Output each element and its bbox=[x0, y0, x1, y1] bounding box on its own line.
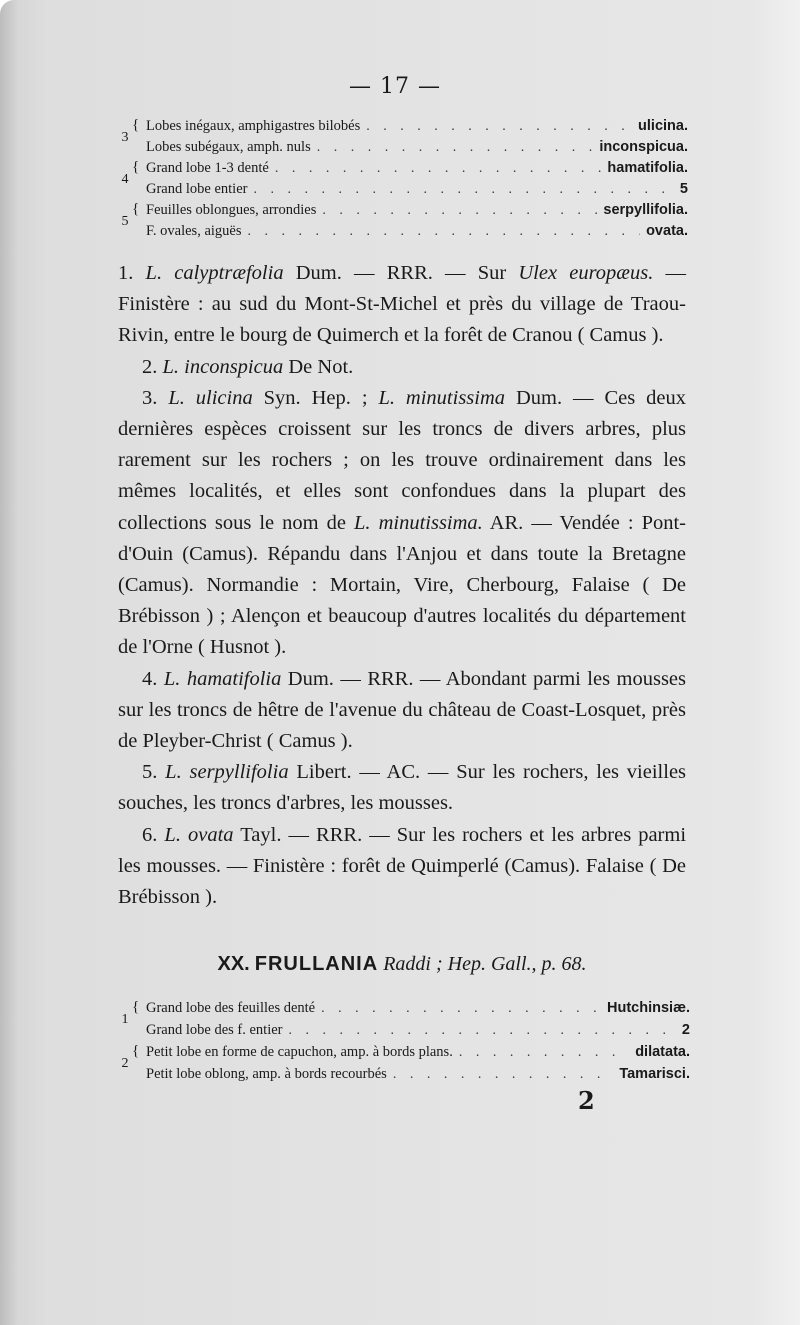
identification-key-top bbox=[118, 118, 688, 244]
printer-signature-mark: 2 bbox=[578, 1086, 595, 1115]
page-number: — 17 — bbox=[349, 74, 441, 99]
species-text: Tayl. — RRR. — Sur les rochers et les arbres parmi les mousses. — Finistère : forêt de Quimperlé (Camus). Falaise ( De Brébisson ). bbox=[118, 823, 687, 909]
key-result: ulicina. bbox=[638, 118, 688, 134]
section-genus-name: FRULLANIA bbox=[254, 953, 379, 975]
page-edge-shadow bbox=[0, 0, 18, 1325]
key-result: serpyllifolia. bbox=[603, 202, 688, 218]
species-genus: L. bbox=[162, 355, 180, 378]
key-brace: { bbox=[132, 201, 140, 217]
species-entry-5 bbox=[118, 757, 686, 819]
identification-key-bottom bbox=[118, 1000, 690, 1088]
key-couplet-2 bbox=[118, 1044, 690, 1088]
leader-dots bbox=[393, 1067, 614, 1083]
key-line bbox=[118, 1044, 690, 1066]
key-couplet-number: 2 bbox=[121, 1056, 129, 1071]
key-label: Grand lobe entier bbox=[146, 181, 248, 197]
key-couplet-4 bbox=[118, 160, 688, 202]
species-epithet: calyptræfolia bbox=[174, 262, 284, 284]
species-entry-4 bbox=[118, 664, 686, 758]
key-brace: { bbox=[132, 159, 140, 175]
key-couplet-5 bbox=[118, 202, 688, 244]
species-text: Syn. Hep. ; bbox=[252, 386, 379, 409]
species-entry-6 bbox=[118, 820, 686, 914]
key-line bbox=[118, 1022, 690, 1044]
key-label: Petit lobe en forme de capuchon, amp. à bords plans. bbox=[146, 1044, 453, 1060]
species-text-italic: Ulex europæus. bbox=[518, 262, 654, 284]
species-text: De Not. bbox=[283, 355, 354, 378]
key-result: Hutchinsiæ. bbox=[607, 1000, 690, 1016]
key-line bbox=[118, 202, 688, 223]
species-number: 6. bbox=[142, 823, 158, 846]
species-text: — Finistère : au sud du Mont-St-Michel et près du village de Traou-Rivin, entre le bourg de Quimerch et la forêt de Cranou ( Camus ). bbox=[118, 262, 686, 347]
key-line bbox=[118, 1000, 690, 1022]
key-label: F. ovales, aiguës bbox=[146, 223, 242, 239]
key-label: Grand lobe des feuilles denté bbox=[146, 1000, 316, 1016]
species-text-italic: L. minutissima bbox=[378, 386, 506, 409]
key-couplet-3 bbox=[118, 118, 688, 160]
species-text-italic: L. minutissima. bbox=[354, 511, 483, 534]
species-genus: L. bbox=[164, 823, 181, 846]
key-result: Tamarisci. bbox=[619, 1066, 690, 1082]
species-list bbox=[118, 258, 686, 913]
species-text: Dum. — RRR. — Abondant parmi les mousses sur les troncs de hêtre de l'avenue du château de Coast-Losquet, près de Pleyber-Christ ( Camus ). bbox=[118, 667, 687, 753]
species-genus: L. bbox=[168, 386, 185, 409]
key-label: Petit lobe oblong, amp. à bords recourbés bbox=[146, 1066, 387, 1082]
species-number: 1. bbox=[118, 262, 134, 284]
species-epithet: hamatifolia bbox=[186, 667, 282, 690]
section-heading bbox=[118, 953, 686, 976]
leader-dots bbox=[275, 161, 602, 177]
species-genus: L. bbox=[145, 262, 163, 284]
species-entry-3 bbox=[118, 383, 686, 664]
species-text: Dum. — Ces deux dernières espèces croissent sur les troncs de divers arbres, plus rarement sur les rochers ; on les trouve ordinairement dans les mêmes localités, et elles sont confondues dans la plupart des collections sous le nom de bbox=[118, 386, 686, 534]
key-line bbox=[118, 118, 688, 139]
section-number: XX. bbox=[217, 953, 250, 975]
species-text: AR. — Vendée : Pont-d'Ouin (Camus). Répandu dans l'Anjou et dans toute la Bretagne (Camus). Normandie : Mortain, Vire, Cherbourg, Falaise ( De Brébisson ) ; Alençon et beaucoup d'autres localités du département de l'Orne ( Husnot ). bbox=[118, 511, 686, 659]
species-epithet: ovata bbox=[188, 823, 234, 846]
species-number: 5. bbox=[142, 761, 158, 784]
species-epithet: serpyllifolia bbox=[189, 761, 289, 784]
species-number: 4. bbox=[142, 667, 158, 690]
key-couplet-number: 1 bbox=[121, 1012, 129, 1027]
leader-dots bbox=[248, 224, 641, 240]
leader-dots bbox=[322, 203, 597, 219]
key-brace: { bbox=[132, 1043, 140, 1059]
key-brace: { bbox=[132, 117, 140, 133]
species-entry-1 bbox=[118, 258, 686, 352]
key-couplet-1 bbox=[118, 1000, 690, 1044]
species-text: Dum. — RRR. — Sur bbox=[283, 262, 519, 284]
species-entry-2 bbox=[118, 352, 686, 383]
key-line bbox=[118, 223, 688, 244]
key-line bbox=[118, 181, 688, 202]
key-brace: { bbox=[132, 999, 140, 1015]
key-result: inconspicua. bbox=[599, 139, 688, 155]
key-couplet-number: 4 bbox=[121, 172, 129, 187]
species-genus: L. bbox=[163, 667, 181, 690]
key-label: Lobes inégaux, amphigastres bilobés bbox=[146, 118, 361, 134]
key-label: Grand lobe 1-3 denté bbox=[146, 160, 269, 176]
species-epithet: ulicina bbox=[195, 386, 253, 409]
species-genus: L. bbox=[165, 761, 182, 784]
key-result: dilatata. bbox=[635, 1044, 690, 1060]
key-line bbox=[118, 1066, 690, 1088]
key-result: 2 bbox=[681, 1022, 690, 1038]
key-label: Lobes subégaux, amph. nuls bbox=[146, 139, 311, 155]
key-line bbox=[118, 139, 688, 160]
leader-dots bbox=[459, 1045, 629, 1061]
key-result: ovata. bbox=[646, 223, 688, 239]
key-label: Grand lobe des f. entier bbox=[146, 1022, 283, 1038]
leader-dots bbox=[253, 182, 673, 198]
leader-dots bbox=[317, 140, 594, 156]
key-result: 5 bbox=[679, 181, 688, 197]
species-epithet: inconspicua bbox=[184, 355, 284, 378]
key-couplet-number: 3 bbox=[121, 130, 129, 145]
species-text: Libert. — AC. — Sur les rochers, les vieilles souches, les troncs d'arbres, les mousses. bbox=[118, 761, 687, 815]
key-line bbox=[118, 160, 688, 181]
leader-dots bbox=[321, 1001, 601, 1017]
section-citation: Raddi ; Hep. Gall., p. 68. bbox=[383, 953, 587, 975]
key-label: Feuilles oblongues, arrondies bbox=[146, 202, 317, 218]
species-number: 2. bbox=[142, 355, 158, 378]
species-number: 3. bbox=[142, 386, 158, 409]
leader-dots bbox=[366, 119, 632, 135]
key-couplet-number: 5 bbox=[121, 214, 129, 229]
leader-dots bbox=[289, 1023, 676, 1039]
key-result: hamatifolia. bbox=[607, 160, 688, 176]
